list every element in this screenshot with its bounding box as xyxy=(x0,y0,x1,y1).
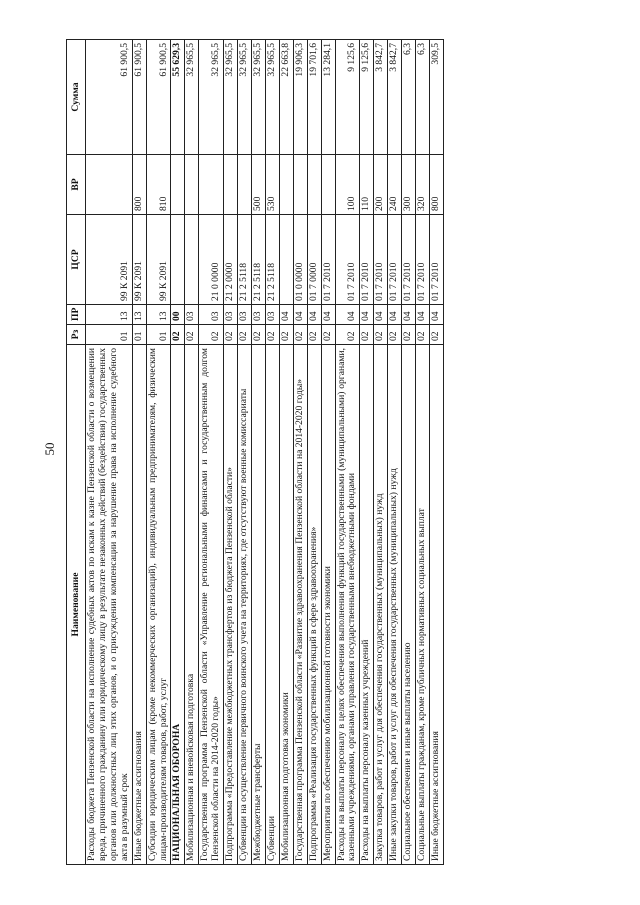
cell-csr: 01 7 2010 xyxy=(402,215,416,305)
table-row xyxy=(265,40,279,865)
cell-pr: 04 xyxy=(360,305,374,325)
cell-name: Мобилизационная подготовка экономики xyxy=(279,345,293,865)
cell-rz: 02 xyxy=(321,325,335,345)
cell-pr: 03 xyxy=(224,305,238,325)
cell-sum: 6,3 xyxy=(416,40,430,155)
cell-vr: 110 xyxy=(360,155,374,215)
cell-sum: 61 900,5 xyxy=(146,40,171,155)
cell-name: Иные бюджетные ассигнования xyxy=(132,345,146,865)
cell-sum: 32 965,5 xyxy=(185,40,199,155)
column-header-rz: Рз xyxy=(67,325,86,345)
table-row xyxy=(335,40,360,865)
cell-sum: 19 701,6 xyxy=(307,40,321,155)
cell-rz: 02 xyxy=(279,325,293,345)
cell-rz: 02 xyxy=(171,325,185,345)
cell-csr: 01 7 2010 xyxy=(335,215,360,305)
cell-vr: 800 xyxy=(132,155,146,215)
table-row xyxy=(171,40,185,865)
column-header-sum: Сумма xyxy=(67,40,86,155)
cell-sum: 6,3 xyxy=(402,40,416,155)
cell-sum: 32 965,5 xyxy=(199,40,224,155)
cell-csr: 01 7 2010 xyxy=(360,215,374,305)
cell-rz: 01 xyxy=(132,325,146,345)
table-row xyxy=(388,40,402,865)
cell-pr: 03 xyxy=(238,305,252,325)
cell-rz: 02 xyxy=(224,325,238,345)
cell-csr: 01 7 2010 xyxy=(374,215,388,305)
cell-csr: 21 2 5118 xyxy=(238,215,252,305)
cell-vr xyxy=(199,155,224,215)
cell-name: Мобилизационная и вневойсковая подготовка xyxy=(185,345,199,865)
cell-pr: 13 xyxy=(146,305,171,325)
cell-sum: 32 965,5 xyxy=(251,40,265,155)
cell-sum: 61 900,5 xyxy=(86,40,133,155)
cell-vr xyxy=(185,155,199,215)
cell-rz: 02 xyxy=(360,325,374,345)
cell-name: Подпрограмма «Реализация государственных функций в сфере здравоохранения» xyxy=(307,345,321,865)
cell-rz: 02 xyxy=(429,325,443,345)
page-number: 50 xyxy=(42,442,57,456)
cell-name: Межбюджетные трансферты xyxy=(251,345,265,865)
table-row xyxy=(307,40,321,865)
cell-csr: 01 7 2010 xyxy=(388,215,402,305)
column-header-pr: ПР xyxy=(67,305,86,325)
cell-csr: 01 7 2010 xyxy=(321,215,335,305)
table-header-row xyxy=(67,40,86,865)
cell-vr xyxy=(307,155,321,215)
cell-pr: 00 xyxy=(171,305,185,325)
cell-name: Иные закупки товаров, работ и услуг для обеспечения государственных (муниципальных) нужд xyxy=(388,345,402,865)
cell-name: Закупка товаров, работ и услуг для обеспечения государственных (муниципальных) нужд xyxy=(374,345,388,865)
cell-sum: 19 906,3 xyxy=(293,40,307,155)
cell-vr xyxy=(86,155,133,215)
cell-pr: 04 xyxy=(279,305,293,325)
cell-vr: 530 xyxy=(265,155,279,215)
cell-rz: 02 xyxy=(374,325,388,345)
cell-vr: 200 xyxy=(374,155,388,215)
cell-sum: 9 125,6 xyxy=(360,40,374,155)
cell-csr: 21 2 0000 xyxy=(224,215,238,305)
cell-csr: 21 2 5118 xyxy=(251,215,265,305)
cell-pr: 04 xyxy=(402,305,416,325)
cell-name: Иные бюджетные ассигнования xyxy=(429,345,443,865)
table-row xyxy=(360,40,374,865)
cell-name: Социальные выплаты гражданам, кроме публичных нормативных социальных выплат xyxy=(416,345,430,865)
cell-pr: 03 xyxy=(265,305,279,325)
table-row xyxy=(146,40,171,865)
cell-rz: 02 xyxy=(265,325,279,345)
table-row xyxy=(199,40,224,865)
cell-pr: 04 xyxy=(416,305,430,325)
cell-vr: 320 xyxy=(416,155,430,215)
column-header-vr: ВР xyxy=(67,155,86,215)
cell-name: НАЦИОНАЛЬНАЯ ОБОРОНА xyxy=(171,345,185,865)
cell-name: Государственная программа Пензенской области «Развитие здравоохранения Пензенской области на 2014-2020 годы» xyxy=(293,345,307,865)
cell-pr: 04 xyxy=(321,305,335,325)
cell-csr: 99 К 2091 xyxy=(146,215,171,305)
cell-vr xyxy=(321,155,335,215)
cell-pr: 04 xyxy=(388,305,402,325)
table-row xyxy=(251,40,265,865)
cell-vr xyxy=(293,155,307,215)
cell-csr xyxy=(185,215,199,305)
table-row xyxy=(402,40,416,865)
cell-vr: 100 xyxy=(335,155,360,215)
cell-rz: 02 xyxy=(185,325,199,345)
cell-csr: 99 К 2091 xyxy=(86,215,133,305)
cell-csr: 01 7 0000 xyxy=(307,215,321,305)
cell-sum: 61 900,5 xyxy=(132,40,146,155)
cell-vr: 810 xyxy=(146,155,171,215)
cell-sum: 13 284,1 xyxy=(321,40,335,155)
cell-name: Субвенции xyxy=(265,345,279,865)
cell-rz: 02 xyxy=(238,325,252,345)
cell-rz: 01 xyxy=(86,325,133,345)
cell-rz: 01 xyxy=(146,325,171,345)
cell-csr: 01 7 2010 xyxy=(416,215,430,305)
cell-sum: 3 842,7 xyxy=(374,40,388,155)
cell-vr xyxy=(238,155,252,215)
cell-pr: 03 xyxy=(185,305,199,325)
cell-pr: 13 xyxy=(132,305,146,325)
cell-csr: 21 2 5118 xyxy=(265,215,279,305)
cell-csr: 21 0 0000 xyxy=(199,215,224,305)
budget-table xyxy=(66,39,444,865)
cell-pr: 04 xyxy=(307,305,321,325)
cell-pr: 04 xyxy=(374,305,388,325)
table-row xyxy=(374,40,388,865)
cell-pr: 04 xyxy=(335,305,360,325)
cell-name: Расходы бюджета Пензенской области на исполнение судебных актов по искам к казне Пензенской области о возмещении вреда, причиненного гражданину или юридическому лицу в результате незаконных действий (бездействия) государственных органов или должностных лиц этих органов, и о присуждении компенсации за нарушение права на исполнение судебного акта в разумный срок xyxy=(86,345,133,865)
cell-name: Субсидии юридическим лицам (кроме некоммерческих организаций), индивидуальным предпринимателям, физическим лицам-производителям товаров, работ, услуг xyxy=(146,345,171,865)
table-row xyxy=(224,40,238,865)
cell-vr: 800 xyxy=(429,155,443,215)
cell-rz: 02 xyxy=(402,325,416,345)
cell-rz: 02 xyxy=(388,325,402,345)
cell-rz: 02 xyxy=(307,325,321,345)
table-row xyxy=(416,40,430,865)
cell-rz: 02 xyxy=(335,325,360,345)
cell-vr xyxy=(224,155,238,215)
cell-csr xyxy=(279,215,293,305)
cell-sum: 32 965,5 xyxy=(224,40,238,155)
cell-pr: 13 xyxy=(86,305,133,325)
cell-name: Расходы на выплаты персоналу казенных учреждений xyxy=(360,345,374,865)
table-row xyxy=(132,40,146,865)
cell-name: Субвенции на осуществление первичного воинского учета на территориях, где отсутствуют военные комиссариаты xyxy=(238,345,252,865)
cell-sum: 32 965,5 xyxy=(238,40,252,155)
cell-name: Мероприятия по обеспечению мобилизационной готовности экономики xyxy=(321,345,335,865)
cell-rz: 02 xyxy=(251,325,265,345)
cell-vr: 300 xyxy=(402,155,416,215)
table-row xyxy=(86,40,133,865)
cell-sum: 9 125,6 xyxy=(335,40,360,155)
cell-rz: 02 xyxy=(293,325,307,345)
cell-pr: 03 xyxy=(251,305,265,325)
cell-sum: 22 663,8 xyxy=(279,40,293,155)
cell-name: Социальное обеспечение и иные выплаты населению xyxy=(402,345,416,865)
cell-rz: 02 xyxy=(416,325,430,345)
cell-csr xyxy=(171,215,185,305)
cell-name: Расходы на выплаты персоналу в целях обеспечения выполнения функций государственными (муниципальными) органами, казенными учреждениями, органами управления государственными внебюджетными фондами xyxy=(335,345,360,865)
table-row xyxy=(185,40,199,865)
cell-csr: 01 7 2010 xyxy=(429,215,443,305)
cell-sum: 55 629,3 xyxy=(171,40,185,155)
cell-vr xyxy=(279,155,293,215)
cell-vr xyxy=(171,155,185,215)
cell-pr: 04 xyxy=(293,305,307,325)
cell-name: Государственная программа Пензенской области «Управление региональными финансами и государственным долгом Пензенской области на 2014-2020 годы» xyxy=(199,345,224,865)
cell-sum: 3 842,7 xyxy=(388,40,402,155)
column-header-csr: ЦСР xyxy=(67,215,86,305)
cell-csr: 99 К 2091 xyxy=(132,215,146,305)
cell-sum: 309,5 xyxy=(429,40,443,155)
table-row xyxy=(238,40,252,865)
table-row xyxy=(321,40,335,865)
cell-name: Подпрограмма «Предоставление межбюджетных трансфертов из бюджета Пензенской области» xyxy=(224,345,238,865)
cell-vr: 240 xyxy=(388,155,402,215)
cell-vr: 500 xyxy=(251,155,265,215)
column-header-name: Наименование xyxy=(67,345,86,865)
table-row xyxy=(429,40,443,865)
cell-pr: 04 xyxy=(429,305,443,325)
table-row xyxy=(279,40,293,865)
cell-pr: 03 xyxy=(199,305,224,325)
budget-table-page xyxy=(66,40,571,865)
table-row xyxy=(293,40,307,865)
cell-csr: 01 0 0000 xyxy=(293,215,307,305)
cell-sum: 32 965,5 xyxy=(265,40,279,155)
cell-rz: 02 xyxy=(199,325,224,345)
